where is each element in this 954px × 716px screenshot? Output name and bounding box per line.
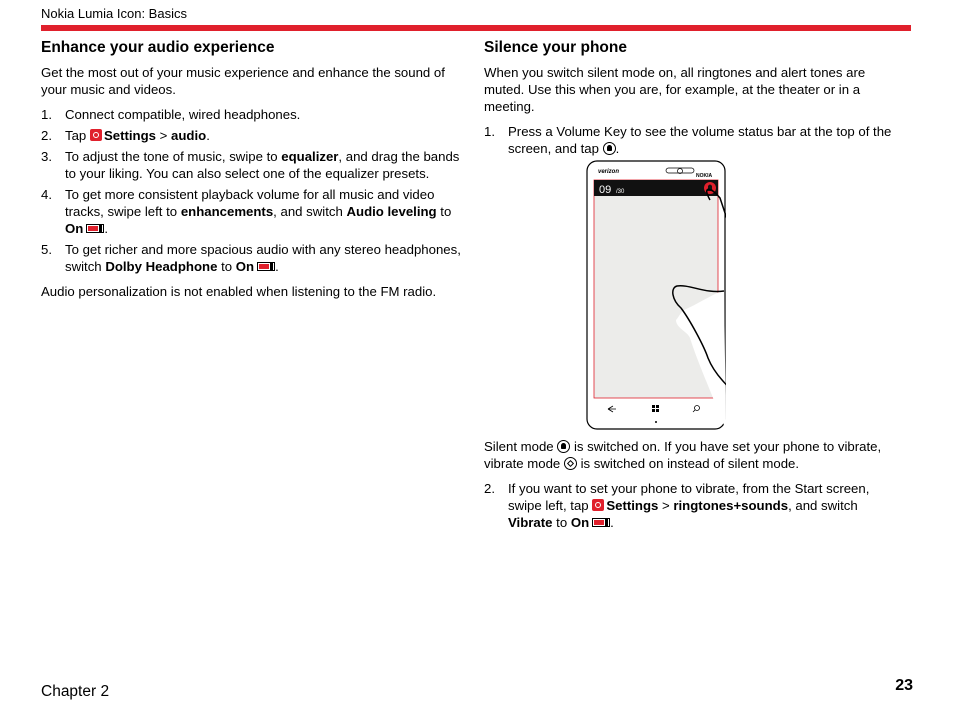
on-label: On <box>65 221 84 236</box>
step-text: to <box>221 259 233 274</box>
equalizer-label: equalizer <box>281 149 339 164</box>
step-text: , and drag the bands to your liking. You can also select one of the equalizer presets. <box>65 149 460 181</box>
silence-section <box>484 38 904 165</box>
step-number: 3. <box>41 149 52 164</box>
silence-steps-1 <box>484 123 904 157</box>
step-text: Press a Volume Key to see the volume status bar at the top of the screen, and tap <box>508 124 892 156</box>
volume-value: 09 <box>599 184 612 196</box>
punct: . <box>610 515 614 530</box>
punct: . <box>615 141 620 156</box>
list-item <box>41 127 473 144</box>
audio-heading: Enhance your audio experience <box>41 39 275 56</box>
silent-text-a: Silent mode <box>484 439 554 454</box>
punct: . <box>104 221 108 236</box>
dolby-label: Dolby Headphone <box>105 259 218 274</box>
audio-steps <box>41 106 473 275</box>
audio-leveling-label: Audio leveling <box>346 204 437 219</box>
toggle-on-icon <box>257 262 275 271</box>
enhancements-label: enhancements <box>180 204 274 219</box>
settings-icon <box>90 129 102 141</box>
volume-total: /30 <box>616 189 625 195</box>
step-number: 1. <box>484 124 495 139</box>
vibrate-label: Vibrate <box>508 515 553 530</box>
step-text: To adjust the tone of music, swipe to <box>65 149 278 164</box>
list-item <box>41 148 473 182</box>
audio-intro: Get the most out of your music experience and enhance the sound of your music and videos. <box>41 65 445 97</box>
toggle-on-icon <box>86 224 104 233</box>
step-number: 2. <box>484 481 495 496</box>
running-header: Nokia Lumia Icon: Basics <box>41 6 187 21</box>
audio-label: audio <box>171 128 207 143</box>
step-text: to <box>440 204 452 219</box>
step-text: , and switch <box>273 204 343 219</box>
step-text: , and switch <box>788 498 858 513</box>
on-label: On <box>235 259 255 274</box>
on-label: On <box>570 515 590 530</box>
audio-section <box>41 38 473 308</box>
list-item <box>41 106 473 123</box>
vibrate-icon <box>564 457 577 470</box>
audio-note: Audio personalization is not enabled when listening to the FM radio. <box>41 284 437 299</box>
separator: > <box>159 128 168 143</box>
step-text: Connect compatible, wired headphones. <box>65 107 301 122</box>
settings-label: Settings <box>606 498 659 513</box>
volume-bar <box>594 180 718 196</box>
header-rule <box>41 25 911 31</box>
step-text: to <box>556 515 568 530</box>
step-number: 1. <box>41 107 52 122</box>
step-number: 2. <box>41 128 52 143</box>
settings-label: Settings <box>103 128 156 143</box>
step-text: To get richer and more spacious audio with any stereo headphones, switch <box>65 242 461 274</box>
punct: . <box>275 259 279 274</box>
silent-text-b: is switched on. If you have set your phone to vibrate, vibrate mode <box>484 439 882 471</box>
step-text: To get more consistent playback volume for all music and video tracks, swipe left to <box>65 187 435 219</box>
step-number: 5. <box>41 242 52 257</box>
nokia-logo: NOKIA <box>696 173 713 179</box>
phone-mic <box>655 421 657 423</box>
phone-illustration <box>586 160 726 430</box>
list-item <box>41 241 473 275</box>
ringtones-label: ringtones+sounds <box>673 498 789 513</box>
list-item <box>484 123 904 157</box>
list-item <box>41 186 473 237</box>
silence-section-2 <box>484 438 904 539</box>
punct: . <box>206 128 210 143</box>
step-text: If you want to set your phone to vibrate, from the Start screen, swipe left, tap <box>508 481 870 513</box>
toggle-on-icon <box>592 518 610 527</box>
silence-heading: Silence your phone <box>484 39 627 56</box>
silence-intro: When you switch silent mode on, all ringtones and alert tones are muted. Use this when you are, for example, at the theater or in a meeting. <box>484 65 866 114</box>
carrier-logo: verizon <box>598 169 620 175</box>
page-number: 23 <box>895 677 913 694</box>
list-item <box>484 480 904 531</box>
step-number: 4. <box>41 187 52 202</box>
step-text: Tap <box>65 128 87 143</box>
silent-icon <box>557 440 570 453</box>
separator: > <box>662 498 670 513</box>
settings-icon <box>592 499 604 511</box>
silent-mode-text <box>484 438 904 472</box>
silence-steps-2 <box>484 480 904 531</box>
ringer-icon <box>603 142 616 155</box>
silent-text-c: is switched on instead of silent mode. <box>580 456 800 471</box>
chapter-label: Chapter 2 <box>41 683 110 700</box>
